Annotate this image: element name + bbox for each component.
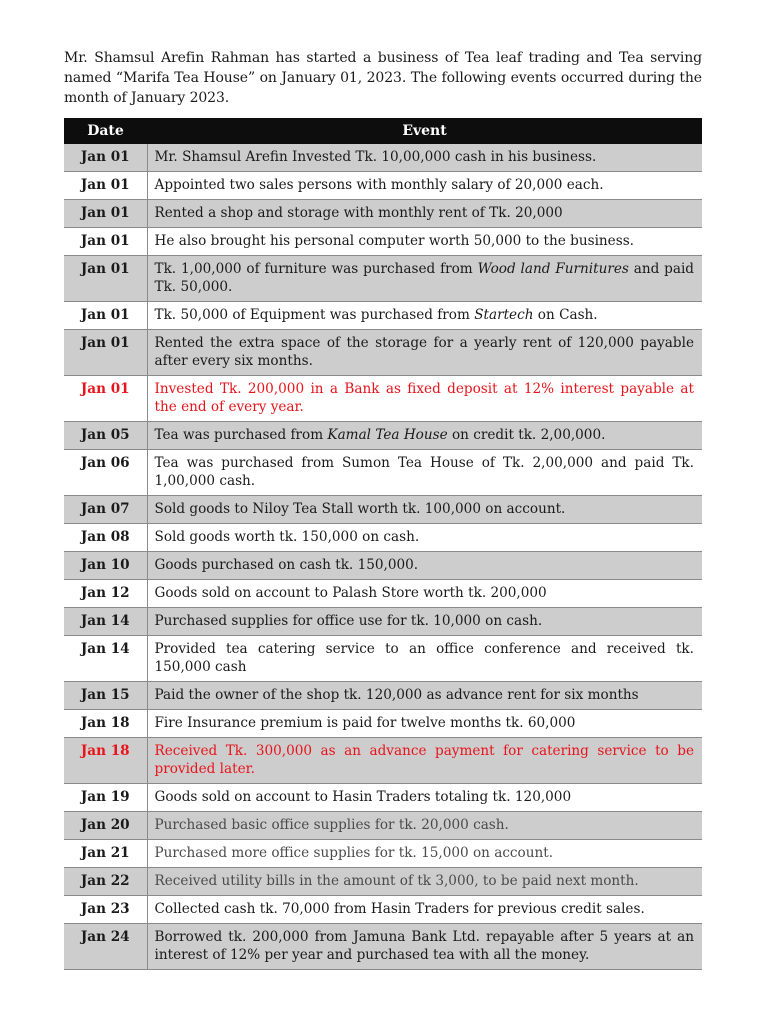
event-text: Received utility bills in the amount of tk 3,000, to be paid next month. — [154, 873, 639, 889]
date-cell: Jan 01 — [64, 256, 147, 302]
date-column-header: Date — [64, 118, 147, 144]
event-text: Purchased basic office supplies for tk. 20,000 cash. — [154, 817, 509, 833]
event-cell — [147, 738, 702, 784]
event-cell — [147, 302, 702, 330]
event-text: Received Tk. 300,000 as an advance payment for catering service to be provided later. — [154, 743, 694, 777]
table-row — [64, 784, 702, 812]
event-cell — [147, 256, 702, 302]
table-row — [64, 840, 702, 868]
event-text-italic: Wood land Furnitures — [477, 261, 629, 277]
event-column-header: Event — [147, 118, 702, 144]
table-row — [64, 896, 702, 924]
date-cell: Jan 06 — [64, 450, 147, 496]
date-cell: Jan 14 — [64, 608, 147, 636]
event-text: Invested Tk. 200,000 in a Bank as fixed deposit at 12% interest payable at the end of every year. — [154, 381, 694, 415]
table-header-row — [64, 118, 702, 144]
table-row — [64, 738, 702, 784]
table-row — [64, 710, 702, 738]
date-cell: Jan 12 — [64, 580, 147, 608]
event-cell — [147, 496, 702, 524]
event-text: Paid the owner of the shop tk. 120,000 as advance rent for six months — [154, 687, 639, 703]
event-cell — [147, 172, 702, 200]
event-text: He also brought his personal computer worth 50,000 to the business. — [154, 233, 634, 249]
event-text: Provided tea catering service to an office conference and received tk. 150,000 cash — [154, 641, 694, 675]
event-cell — [147, 376, 702, 422]
event-text: Goods sold on account to Hasin Traders totaling tk. 120,000 — [154, 789, 572, 805]
event-cell — [147, 924, 702, 970]
date-cell: Jan 01 — [64, 228, 147, 256]
event-cell — [147, 868, 702, 896]
event-text: Goods purchased on cash tk. 150,000. — [154, 557, 419, 573]
event-cell — [147, 552, 702, 580]
event-text: Collected cash tk. 70,000 from Hasin Traders for previous credit sales. — [154, 901, 645, 917]
date-cell: Jan 07 — [64, 496, 147, 524]
event-text: Sold goods worth tk. 150,000 on cash. — [154, 529, 420, 545]
event-cell — [147, 636, 702, 682]
date-cell: Jan 19 — [64, 784, 147, 812]
event-text: Purchased supplies for office use for tk. 10,000 on cash. — [154, 613, 543, 629]
event-text: Goods sold on account to Palash Store worth tk. 200,000 — [154, 585, 547, 601]
table-row — [64, 682, 702, 710]
event-text: on Cash. — [533, 307, 598, 323]
event-cell — [147, 710, 702, 738]
event-cell — [147, 682, 702, 710]
event-cell — [147, 524, 702, 552]
events-table — [64, 118, 702, 970]
event-text: Tea was purchased from — [154, 427, 328, 443]
date-cell: Jan 01 — [64, 144, 147, 172]
table-row — [64, 580, 702, 608]
table-row — [64, 376, 702, 422]
event-text: Purchased more office supplies for tk. 15,000 on account. — [154, 845, 554, 861]
table-row — [64, 302, 702, 330]
event-text-italic: Startech — [474, 307, 534, 323]
table-row — [64, 552, 702, 580]
table-header — [64, 118, 702, 144]
table-row — [64, 330, 702, 376]
event-text: Rented the extra space of the storage for a yearly rent of 120,000 payable after every six months. — [154, 335, 694, 369]
date-cell: Jan 05 — [64, 422, 147, 450]
event-cell — [147, 200, 702, 228]
event-text: Tk. 1,00,000 of furniture was purchased from — [154, 261, 478, 277]
intro-paragraph: Mr. Shamsul Arefin Rahman has started a business of Tea leaf trading and Tea serving named “Marifa Tea House” on January 01, 2023. The following events occurred during the month of January 2023. — [64, 50, 702, 106]
event-text: Sold goods to Niloy Tea Stall worth tk. 100,000 on account. — [154, 501, 566, 517]
date-cell: Jan 23 — [64, 896, 147, 924]
event-cell — [147, 422, 702, 450]
date-cell: Jan 14 — [64, 636, 147, 682]
event-cell — [147, 608, 702, 636]
event-text: and paid Tk. 50,000. — [154, 261, 695, 295]
event-cell — [147, 784, 702, 812]
table-row — [64, 144, 702, 172]
date-cell: Jan 18 — [64, 710, 147, 738]
event-text: Appointed two sales persons with monthly salary of 20,000 each. — [154, 177, 604, 193]
event-text: Borrowed tk. 200,000 from Jamuna Bank Ltd. repayable after 5 years at an interest of 12% per year and purchased tea with all the money. — [154, 929, 694, 963]
event-text: on credit tk. 2,00,000. — [447, 427, 606, 443]
date-cell: Jan 21 — [64, 840, 147, 868]
table-row — [64, 228, 702, 256]
date-cell: Jan 01 — [64, 376, 147, 422]
date-cell: Jan 01 — [64, 302, 147, 330]
document-page — [64, 48, 702, 970]
table-row — [64, 450, 702, 496]
table-row — [64, 868, 702, 896]
date-cell: Jan 01 — [64, 200, 147, 228]
date-cell: Jan 01 — [64, 172, 147, 200]
table-row — [64, 812, 702, 840]
table-row — [64, 496, 702, 524]
event-text: Tea was purchased from Sumon Tea House of Tk. 2,00,000 and paid Tk. 1,00,000 cash. — [154, 455, 694, 489]
event-text-italic: Kamal Tea House — [327, 427, 448, 443]
table-row — [64, 924, 702, 970]
table-row — [64, 524, 702, 552]
table-row — [64, 200, 702, 228]
event-cell — [147, 450, 702, 496]
date-cell: Jan 08 — [64, 524, 147, 552]
event-cell — [147, 896, 702, 924]
date-cell: Jan 24 — [64, 924, 147, 970]
table-row — [64, 172, 702, 200]
event-cell — [147, 580, 702, 608]
event-text: Rented a shop and storage with monthly rent of Tk. 20,000 — [154, 205, 563, 221]
date-cell: Jan 01 — [64, 330, 147, 376]
event-cell — [147, 228, 702, 256]
event-text: Mr. Shamsul Arefin Invested Tk. 10,00,000 cash in his business. — [154, 149, 597, 165]
table-row — [64, 636, 702, 682]
date-cell: Jan 18 — [64, 738, 147, 784]
event-text: Tk. 50,000 of Equipment was purchased from — [154, 307, 475, 323]
event-text: Fire Insurance premium is paid for twelve months tk. 60,000 — [154, 715, 576, 731]
event-cell — [147, 144, 702, 172]
table-row — [64, 422, 702, 450]
event-cell — [147, 840, 702, 868]
event-cell — [147, 330, 702, 376]
table-row — [64, 256, 702, 302]
date-cell: Jan 20 — [64, 812, 147, 840]
event-cell — [147, 812, 702, 840]
date-cell: Jan 10 — [64, 552, 147, 580]
table-body — [64, 144, 702, 970]
table-row — [64, 608, 702, 636]
date-cell: Jan 15 — [64, 682, 147, 710]
date-cell: Jan 22 — [64, 868, 147, 896]
